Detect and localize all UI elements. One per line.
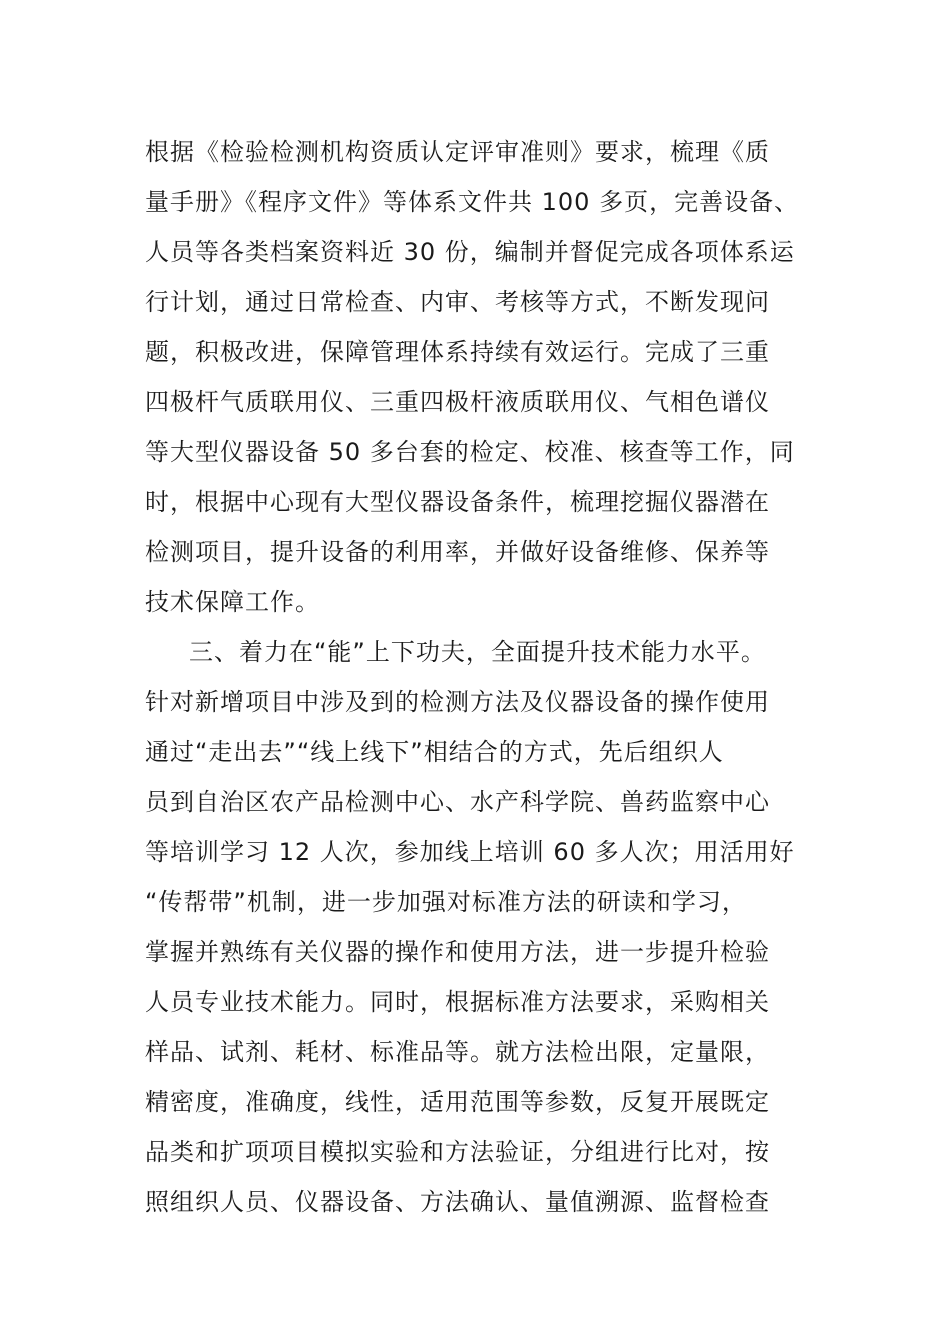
text-line: 检测项目，提升设备的利用率，并做好设备维修、保养等 xyxy=(145,538,770,566)
text-line: 员到自治区农产品检测中心、水产科学院、兽药监察中心 xyxy=(145,788,770,816)
text-line: 样品、试剂、耗材、标准品等。就方法检出限，定量限， xyxy=(145,1038,770,1066)
text-line: 人员等各类档案资料近 30 份，编制并督促完成各项体系运 xyxy=(145,238,795,266)
text-line: 时，根据中心现有大型仪器设备条件，梳理挖掘仪器潜在 xyxy=(145,488,770,516)
text-line: 技术保障工作。 xyxy=(145,588,320,616)
text-line: 等培训学习 12 人次，参加线上培训 60 多人次；用活用好 xyxy=(145,838,795,866)
text-line: 人员专业技术能力。同时，根据标准方法要求，采购相关 xyxy=(145,988,770,1016)
text-line: 题，积极改进，保障管理体系持续有效运行。完成了三重 xyxy=(145,338,770,366)
section-heading-line: 三、着力在“能”上下功夫，全面提升技术能力水平。 xyxy=(189,638,766,666)
text-line: 掌握并熟练有关仪器的操作和使用方法，进一步提升检验 xyxy=(145,938,770,966)
text-line: “传帮带”机制，进一步加强对标准方法的研读和学习， xyxy=(145,888,747,916)
text-line: 等大型仪器设备 50 多台套的检定、校准、核查等工作，同 xyxy=(145,438,795,466)
text-line: 针对新增项目中涉及到的检测方法及仪器设备的操作使用 xyxy=(145,688,770,716)
text-line: 量手册》《程序文件》等体系文件共 100 多页，完善设备、 xyxy=(145,188,800,216)
document-body xyxy=(145,127,825,1227)
text-line: 行计划，通过日常检查、内审、考核等方式，不断发现问 xyxy=(145,288,770,316)
text-line: 根据《检验检测机构资质认定评审准则》要求，梳理《质 xyxy=(145,138,770,166)
text-line: 精密度，准确度，线性，适用范围等参数，反复开展既定 xyxy=(145,1088,770,1116)
text-line: 通过“走出去”“线上线下”相结合的方式，先后组织人 xyxy=(145,738,724,766)
text-line: 照组织人员、仪器设备、方法确认、量值溯源、监督检查 xyxy=(145,1188,770,1216)
text-line: 四极杆气质联用仪、三重四极杆液质联用仪、气相色谱仪 xyxy=(145,388,770,416)
text-line: 品类和扩项项目模拟实验和方法验证，分组进行比对，按 xyxy=(145,1138,770,1166)
